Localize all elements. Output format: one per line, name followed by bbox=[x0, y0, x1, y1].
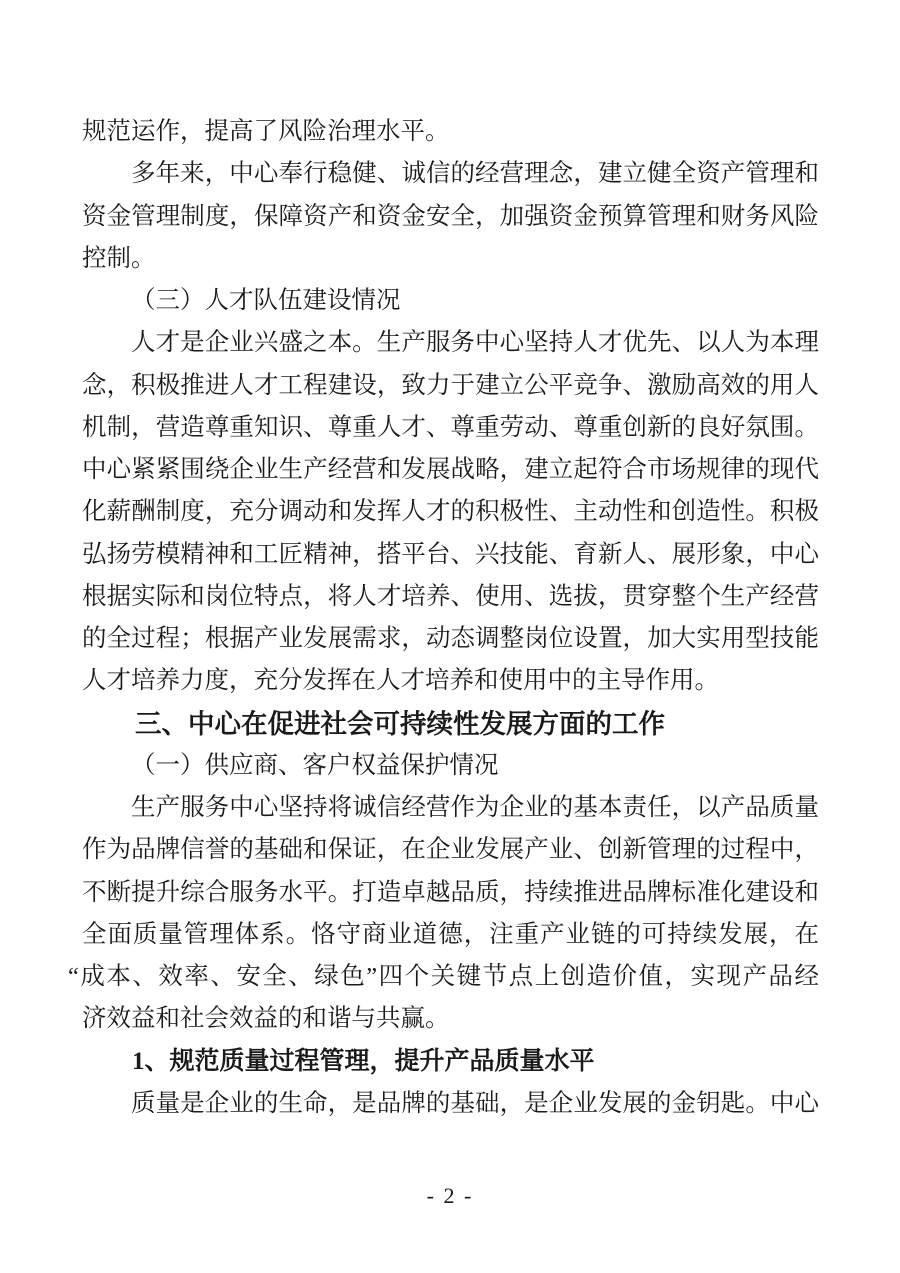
numbered-heading: 1、规范质量过程管理，提升产品质量水平 bbox=[132, 1047, 595, 1075]
text-line: 念，积极推进人才工程建设，致力于建立公平竞争、激励高效的用人 bbox=[82, 371, 819, 399]
text-line: 多年来，中心奉行稳健、诚信的经营理念，建立健全资产管理和 bbox=[131, 160, 819, 188]
text-line: 作为品牌信誉的基础和保证，在企业发展产业、创新管理的过程中， bbox=[82, 836, 819, 864]
text-line: 弘扬劳模精神和工匠精神，搭平台、兴技能、育新人、展形象，中心 bbox=[82, 540, 819, 568]
text-line: 规范运作，提高了风险治理水平。 bbox=[82, 118, 450, 145]
text-line: 的全过程；根据产业发展需求，动态调整岗位设置，加大实用型技能 bbox=[82, 625, 819, 652]
text-line: 质量是企业的生命，是品牌的基础，是企业发展的金钥匙。中心 bbox=[131, 1089, 819, 1117]
text-line: “成本、效率、安全、绿色”四个关键节点上创造价值，实现产品经 bbox=[68, 963, 819, 990]
text-line: 化薪酬制度，充分调动和发挥人才的积极性、主动性和创造性。积极 bbox=[82, 498, 819, 526]
text-line: 全面质量管理体系。恪守商业道德，注重产业链的可持续发展，在 bbox=[82, 920, 819, 948]
text-line: 人才是企业兴盛之本。生产服务中心坚持人才优先、以人为本理 bbox=[131, 329, 819, 357]
section-heading: 三、中心在促进社会可持续性发展方面的工作 bbox=[135, 708, 665, 739]
text-line: 中心紧紧围绕企业生产经营和发展战略，建立起符合市场规律的现代 bbox=[82, 456, 819, 483]
text-line: 济效益和社会效益的和谐与共赢。 bbox=[82, 1005, 450, 1033]
subsection-heading: （一）供应商、客户权益保护情况 bbox=[131, 751, 499, 779]
text-line: 资金管理制度，保障资产和资金安全，加强资金预算管理和财务风险 bbox=[82, 202, 819, 230]
text-line: 机制，营造尊重知识、尊重人才、尊重劳动、尊重创新的良好氛围。 bbox=[82, 413, 819, 441]
subsection-heading: （三）人才队伍建设情况 bbox=[131, 287, 401, 314]
text-line: 生产服务中心坚持将诚信经营作为企业的基本责任，以产品质量 bbox=[131, 794, 819, 821]
text-line: 控制。 bbox=[82, 244, 156, 272]
text-line: 根据实际和岗位特点，将人才培养、使用、选拔，贯穿整个生产经营 bbox=[82, 582, 819, 610]
page-number: - 2 - bbox=[426, 1183, 474, 1208]
text-line: 不断提升综合服务水平。打造卓越品质，持续推进品牌标准化建设和 bbox=[82, 878, 819, 906]
text-line: 人才培养力度，充分发挥在人才培养和使用中的主导作用。 bbox=[82, 667, 719, 695]
document-body bbox=[68, 111, 819, 1125]
